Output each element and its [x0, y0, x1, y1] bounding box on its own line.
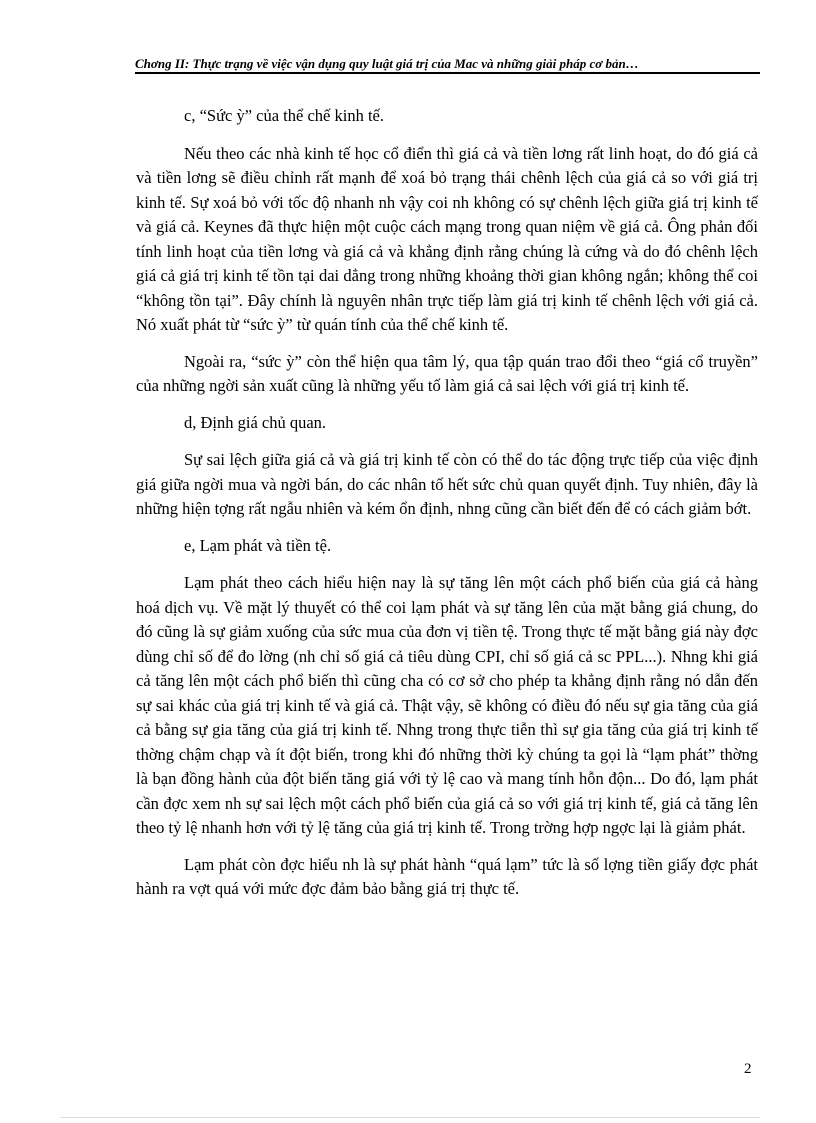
paragraph: Ngoài ra, “sức ỳ” còn thể hiện qua tâm lý, qua tập quán trao đổi theo “giá cổ truyền” của những ngời sản xuất cũng là những yếu tố làm giá cả sai lệch với giá trị kinh tế. [136, 351, 758, 395]
document-body [136, 104, 758, 914]
page-header: Chơng II: Thực trạng về việc vận dụng quy luật giá trị của Mac và những giải pháp cơ bản… [135, 56, 760, 74]
paragraph: Lạm phát còn đợc hiểu nh là sự phát hành “quá lạm” tức là số lợng tiền giấy đợc phát hành ra vợt quá với mức đợc đảm bảo bằng giá trị thực tế. [136, 854, 758, 898]
section-heading-e: e, Lạm phát và tiền tệ. [184, 535, 332, 555]
section-heading-c: c, “Sức ỳ” của thể chế kinh tế. [184, 106, 384, 125]
footer-divider [60, 1117, 760, 1118]
page-number: 2 [744, 1061, 752, 1077]
paragraph: Lạm phát theo cách hiểu hiện nay là sự tăng lên một cách phổ biến của giá cả hàng hoá dịch vụ. Về mặt lý thuyết có thể coi lạm phát và sự tăng lên của mặt bằng giá chung, do đó cũng là sự giảm xuống của sức mua của đơn vị tiền tệ. Trong thực tế mặt bằng giá này đợc dùng chỉ số để đo lờng (nh chỉ số giá cả tiêu dùng CPI, chỉ số giá cả sc PPL...). Nhng khi giá cả tăng lên một cách phổ biến thì cũng cha có cơ sở cho phép ta khẳng định rằng nó dẫn đến sự sai khác của giá trị kinh tế và giá cả. Thật vậy, sẽ không có điều đó nếu sự gia tăng của giá cả bằng sự gia tăng của giá trị kinh tế. Nhng trong thực tiễn thì sự gia tăng của giá trị kinh tế thờng chậm chạp và ít đột biến, trong khi đó những thời kỳ chúng ta gọi là “lạm phát” thờng là bạn đồng hành của đột biến tăng giá với tỷ lệ cao và mang tính hỗn độn... Do đó, lạm phát cần đợc xem nh sự sai lệch một cách phổ biến của giá cả so với giá trị kinh tế, giá cả tăng lên theo tỷ lệ nhanh hơn với tỷ lệ tăng của giá trị kinh tế. Trong trờng hợp ngợc lại là giảm phát. [136, 573, 758, 837]
paragraph: Sự sai lệch giữa giá cả và giá trị kinh tế còn có thể do tác động trực tiếp của việc định giá giữa ngời mua và ngời bán, do các nhân tố hết sức chủ quan quyết định. Tuy nhiên, đây là những hiện tợng rất ngẫu nhiên và kém ổn định, nhng cũng cần biết đến để có cách giảm bớt. [136, 450, 758, 518]
section-heading-d: d, Định giá chủ quan. [184, 412, 327, 432]
paragraph: Nếu theo các nhà kinh tế học cổ điển thì giá cả và tiền lơng rất linh hoạt, do đó giá cả và tiền lơng sẽ điều chỉnh rất mạnh để xoá bỏ trạng thái chênh lệch của giá cả so với giá trị kinh tế. Sự xoá bỏ với tốc độ nhanh nh vậy coi nh không có sự chênh lệch giữa giá trị kinh tế và giá cả. Keynes đã thực hiện một cuộc cách mạng trong quan niệm về giá cả. Ông phản đối tính linh hoạt của tiền lơng và giá cả và khẳng định rằng chúng là cứng và do đó chênh lệch giá cả giá trị kinh tế tồn tại dai dẳng trong những khoảng thời gian không ngắn; không thể coi “không tồn tại”. Đây chính là nguyên nhân trực tiếp làm giá trị kinh tế chênh lệch với giá cả. Nó xuất phát từ “sức ỳ” từ quán tính của thể chế kinh tế. [136, 143, 758, 334]
